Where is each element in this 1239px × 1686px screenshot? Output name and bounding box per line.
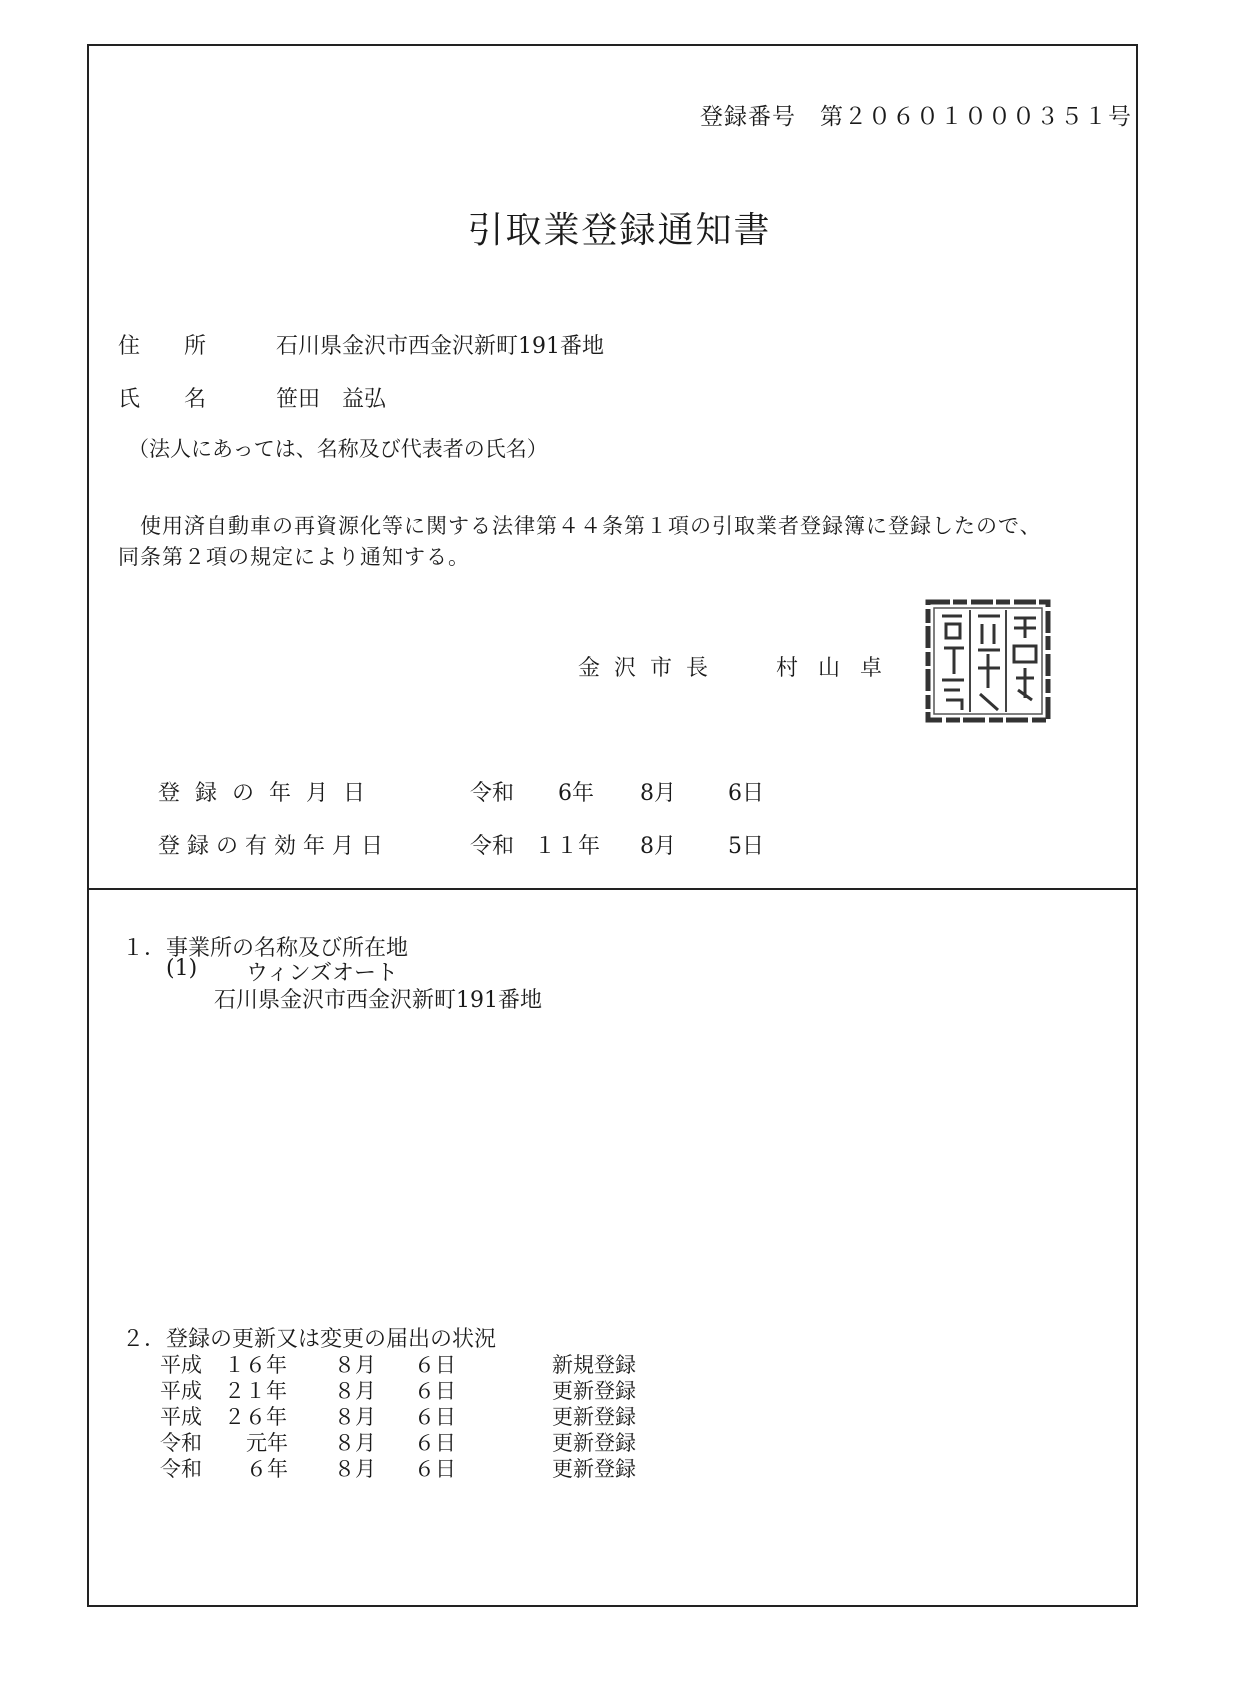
- history-era: 平成: [160, 1379, 202, 1403]
- body-text-line-2: 同条第２項の規定により通知する。: [118, 545, 470, 569]
- registration-date-year: 6年: [558, 781, 594, 806]
- history-month: ８月: [334, 1405, 376, 1429]
- section2-heading: ２．登録の更新又は変更の届出の状況: [122, 1327, 497, 1352]
- name-label: 氏 名: [118, 387, 207, 412]
- history-month: ８月: [334, 1379, 376, 1403]
- history-era: 令和: [160, 1431, 202, 1455]
- history-month: ８月: [334, 1353, 376, 1377]
- history-year: 元年: [246, 1431, 288, 1455]
- office-name: ウィンズオート: [246, 961, 399, 986]
- history-year: ６年: [246, 1457, 288, 1481]
- history-type: 更新登録: [552, 1457, 636, 1481]
- expiration-date-year: １１年: [534, 834, 601, 859]
- history-era: 平成: [160, 1353, 202, 1377]
- history-type: 更新登録: [552, 1405, 636, 1429]
- history-month: ８月: [334, 1457, 376, 1481]
- address-value: 石川県金沢市西金沢新町191番地: [276, 334, 604, 359]
- history-type: 更新登録: [552, 1379, 636, 1403]
- office-address: 石川県金沢市西金沢新町191番地: [214, 988, 542, 1013]
- body-text-line-1: 使用済自動車の再資源化等に関する法律第４４条第１項の引取業者登録簿に登録したので、: [140, 514, 1042, 538]
- history-day: ６日: [414, 1353, 456, 1377]
- expiration-date-label: 登録の有効年月日: [158, 834, 391, 859]
- name-note: （法人にあっては、名称及び代表者の氏名）: [128, 437, 548, 461]
- history-year: １６年: [224, 1353, 287, 1377]
- expiration-date-month: 8月: [640, 834, 676, 859]
- history-type: 更新登録: [552, 1431, 636, 1455]
- expiration-date-day: 5日: [728, 834, 764, 859]
- document-title: 引取業登録通知書: [467, 210, 772, 251]
- registration-date-label: 登録の年月日: [158, 781, 381, 806]
- history-day: ６日: [414, 1379, 456, 1403]
- history-day: ６日: [414, 1457, 456, 1481]
- address-label: 住 所: [118, 334, 207, 359]
- history-month: ８月: [334, 1431, 376, 1455]
- registration-number: 登録番号 第２０６０１０００３５１号: [700, 104, 1132, 130]
- registration-date-era: 令和: [470, 781, 515, 806]
- expiration-date-era: 令和: [470, 834, 515, 859]
- section1-heading: １．事業所の名称及び所在地: [122, 936, 409, 961]
- official-seal-image: [924, 598, 1052, 724]
- history-year: ２６年: [224, 1405, 287, 1429]
- office-item-number: (1): [166, 956, 198, 981]
- history-day: ６日: [414, 1431, 456, 1455]
- history-era: 令和: [160, 1457, 202, 1481]
- history-type: 新規登録: [552, 1353, 636, 1377]
- issuer-title: 金沢市長: [578, 656, 723, 681]
- name-value: 笹田 益弘: [276, 387, 387, 412]
- issuer-name: 村山卓: [776, 656, 903, 681]
- history-era: 平成: [160, 1405, 202, 1429]
- section-divider: [87, 888, 1138, 890]
- registration-date-day: 6日: [728, 781, 764, 806]
- history-year: ２１年: [224, 1379, 287, 1403]
- history-day: ６日: [414, 1405, 456, 1429]
- registration-date-month: 8月: [640, 781, 676, 806]
